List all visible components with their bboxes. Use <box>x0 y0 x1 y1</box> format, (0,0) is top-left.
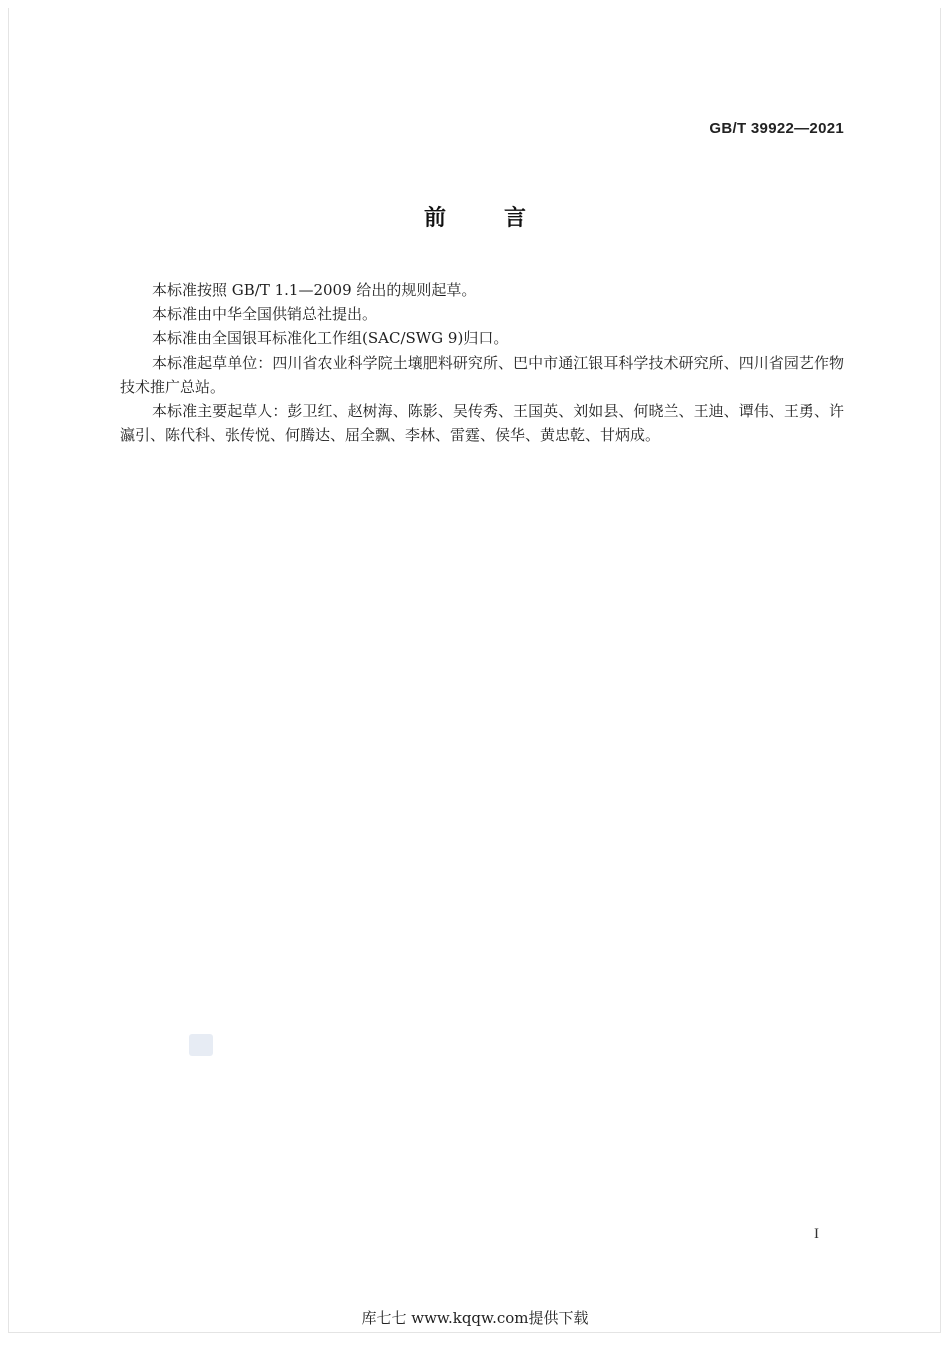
standard-number: GB/T 39922—2021 <box>709 120 844 137</box>
foreword-body <box>120 278 844 447</box>
foreword-title-char-2: 言 <box>504 206 527 231</box>
download-source-footer: 库七七 www.kqqw.com提供下载 <box>361 1309 589 1327</box>
sac-logo-watermark <box>189 1034 213 1056</box>
page-number: I <box>814 1226 819 1242</box>
paragraph-drafting-units: 本标准起草单位：四川省农业科学院土壤肥料研究所、巴中市通江银耳科学技术研究所、四川省园艺作物技术推广总站。 <box>120 353 844 396</box>
paragraph-drafters: 本标准主要起草人：彭卫红、赵树海、陈影、吴传秀、王国英、刘如县、何晓兰、王迪、谭伟、王勇、许瀛引、陈代科、张传悦、何腾达、屈全飘、李林、雷霆、侯华、黄忠乾、甘炳成。 <box>120 402 844 445</box>
paragraph-proposed-by: 本标准由中华全国供销总社提出。 <box>152 305 378 324</box>
foreword-title <box>0 201 950 232</box>
foreword-title-char-1: 前 <box>423 206 446 231</box>
paragraph-drafting-rules: 本标准按照 GB/T 1.1—2009 给出的规则起草。 <box>152 281 477 299</box>
paragraph-centralized-by: 本标准由全国银耳标准化工作组(SAC/SWG 9)归口。 <box>152 329 509 348</box>
